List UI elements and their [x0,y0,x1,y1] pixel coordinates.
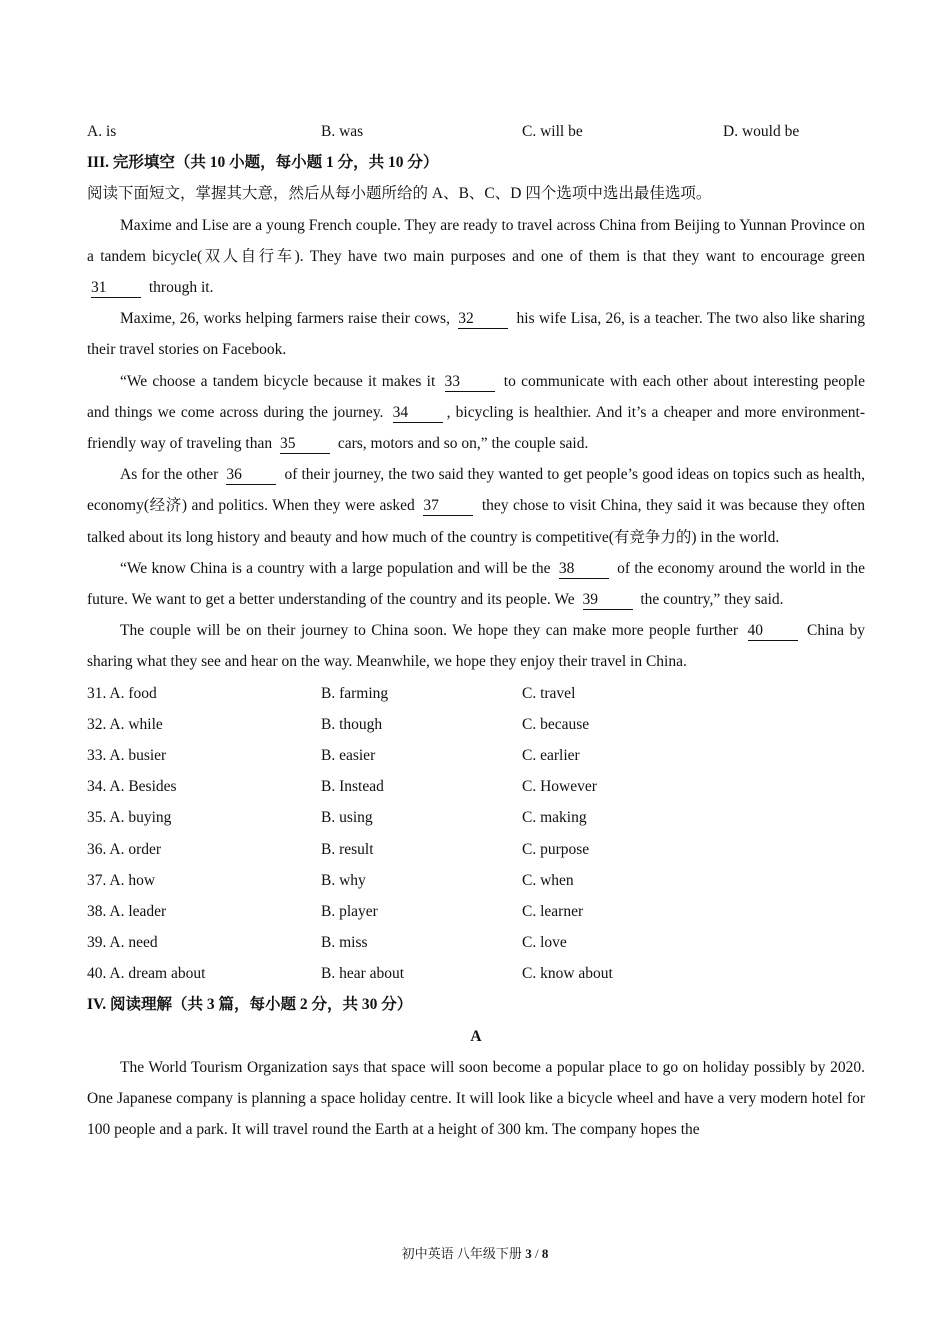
question-option-a: 35. A. buying [87,809,172,827]
paragraph-text: through it. [148,278,214,296]
paragraph-text: to communicate with each other about interesting people and things we come across during the journey. [87,372,865,421]
question-row [87,740,865,771]
question-option-b: B. farming [321,684,389,702]
paragraph-6 [87,615,865,677]
section-3-title: III. 完形填空（共 10 小题，每小题 1 分，共 10 分） [87,154,439,172]
previous-question-options [87,116,865,147]
paragraph-3 [87,366,865,460]
question-row [87,927,865,958]
paragraph-text: his wife Lisa, 26, is a teacher. The two also like sharing their travel stories on Facebook. [87,310,866,359]
question-option-c: C. purpose [522,840,590,858]
paragraph-text: As for the other [120,466,219,484]
question-option-c: C. love [522,934,567,952]
question-option-b: B. easier [321,746,376,764]
page-total: 8 [541,1246,549,1261]
question-option-a: 32. A. while [87,715,163,733]
question-option-a: 36. A. order [87,840,162,858]
question-option-b: B. though [321,715,383,733]
option-d: D. would be [723,123,800,140]
question-row [87,834,865,865]
question-option-c: C. earlier [522,746,580,764]
blank-35: 35 [280,435,330,454]
paragraph-text: “We know China is a country with a large population and will be the [120,559,551,577]
option-b: B. was [321,123,364,140]
reading-part-label: A [470,1027,482,1045]
blank-38: 38 [559,560,609,579]
document-page [87,116,865,1145]
paragraph-text: China by sharing what they see and hear on the way. Meanwhile, we hope they enjoy their travel in China. [87,622,866,671]
paragraph-text: they chose to visit China, they said it was because they often talked about its long history and beauty and how much of the country is competitive(有竞争力的) in the world. [87,497,866,546]
question-option-a: 33. A. busier [87,746,167,764]
question-row [87,896,865,927]
paragraph-text: cars, motors and so on,” the couple said. [337,434,589,452]
question-option-b: B. hear about [321,965,405,983]
paragraph-text: The couple will be on their journey to China soon. We hope they can make more people further [120,622,739,640]
option-c: C. will be [522,123,583,140]
paragraph-4 [87,459,865,553]
blank-34: 34 [393,404,443,423]
question-row [87,771,865,802]
question-row [87,958,865,989]
footer-label: 初中英语 八年级下册 [401,1246,522,1261]
section-4-title: IV. 阅读理解（共 3 篇，每小题 2 分，共 30 分） [87,996,413,1014]
question-option-a: 31. A. food [87,684,157,702]
blank-36: 36 [226,466,276,485]
paragraph-2 [87,303,865,365]
paragraph-text: of the economy around the world in the future. We want to get a better understanding of the country and its people. We [87,559,865,608]
paragraph-1 [87,210,865,304]
question-option-a: 34. A. Besides [87,778,177,796]
section-3-instruction: 阅读下面短文，掌握其大意，然后从每小题所给的 A、B、C、D 四个选项中选出最佳选项。 [87,185,712,203]
blank-32: 32 [458,310,508,329]
paragraph-text: “We choose a tandem bicycle because it makes it [120,372,436,390]
question-row [87,865,865,896]
question-option-a: 40. A. dream about [87,965,206,983]
question-option-b: B. Instead [321,778,384,796]
paragraph-text: Maxime and Lise are a young French couple. They are ready to travel across China from Beijing to Yunnan Province on a tandem bicycle(双人自行车). They have two main purposes and one of them is that they want to encourage green [87,216,865,265]
paragraph-text: the country,” they said. [640,591,784,608]
option-a: A. is [87,123,117,140]
blank-37: 37 [423,497,473,516]
question-option-c: C. making [522,809,587,827]
question-option-a: 38. A. leader [87,902,167,920]
page-separator: / [534,1246,539,1261]
question-option-c: C. when [522,871,574,889]
question-option-c: C. know about [522,965,613,983]
question-option-b: B. using [321,809,373,827]
question-row [87,678,865,709]
blank-40: 40 [748,622,798,641]
question-option-b: B. miss [321,934,368,952]
question-option-c: C. learner [522,902,584,920]
question-option-c: C. travel [522,684,576,702]
question-option-c: C. However [522,778,597,796]
reading-passage-a: The World Tourism Organization says that space will soon become a popular place to go on holiday possibly by 2020. One Japanese company is planning a space holiday centre. It will look like a bicycle wheel and have a very modern hotel for 100 people and a park. It will travel round the Earth at a height of 300 km. The company hopes the [87,1058,865,1139]
question-option-b: B. player [321,902,378,920]
blank-39: 39 [583,591,633,610]
question-option-b: B. why [321,871,366,889]
page-number: 3 [525,1246,532,1261]
question-option-c: C. because [522,715,590,733]
paragraph-text: , bicycling is healthier. And it’s a cheaper and more environment-friendly way of traveling than [87,403,865,452]
blank-33: 33 [445,373,495,392]
question-option-a: 37. A. how [87,871,156,889]
question-row [87,709,865,740]
blank-31: 31 [91,279,141,298]
paragraph-5 [87,553,865,615]
question-option-b: B. result [321,840,374,858]
paragraph-text: Maxime, 26, works helping farmers raise their cows, [120,310,450,328]
page-footer [0,1243,950,1262]
question-row [87,802,865,833]
question-option-a: 39. A. need [87,934,158,952]
paragraph-text: of their journey, the two said they wanted to get people’s good ideas on topics such as health, economy(经济) and politics. When they were asked [87,466,865,515]
